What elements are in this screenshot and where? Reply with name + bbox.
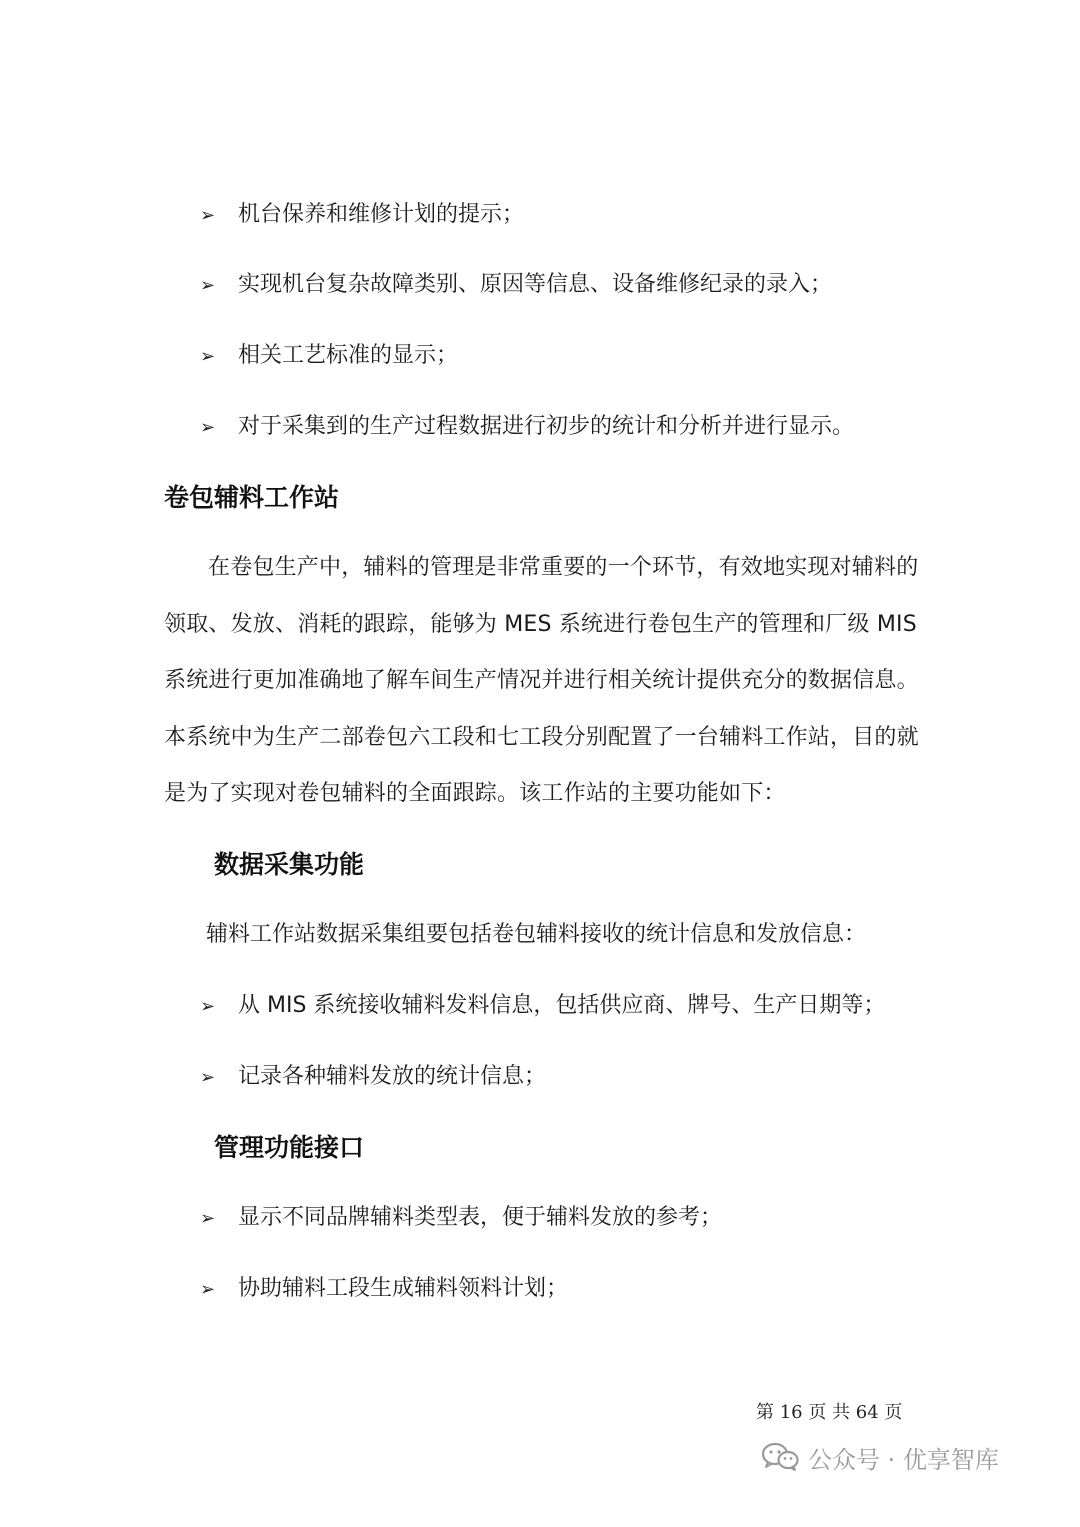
list-item — [200, 341, 458, 372]
arrow-bullet-icon: ➢ — [200, 1279, 216, 1300]
wechat-icon — [760, 1441, 800, 1473]
arrow-bullet-icon: ➢ — [200, 346, 216, 367]
list-item-text: 协助辅料工段生成辅料领料计划； — [238, 1276, 569, 1301]
list-item — [200, 200, 524, 231]
section-title: 卷包辅料工作站 — [164, 483, 340, 512]
subsection-title-data-collection: 数据采集功能 — [214, 850, 365, 879]
list-item — [200, 1274, 568, 1305]
list-item — [200, 1203, 722, 1234]
paragraph-text: 在卷包生产中，辅料的管理是非常重要的一个环节，有效地实现对辅料的领取、发放、消耗的跟踪，能够为 MES 系统进行卷包生产的管理和厂级 MIS 系统进行更加准确地了解车间生产情况并进行相关统计提供充分的数据信息。本系统中为生产二部卷包六工段和七工段分别配置了一台辅料工作站，目的就是为了实现对卷包辅料的全面跟踪。该工作站的主要功能如下： — [164, 555, 919, 806]
subsection-title-management: 管理功能接口 — [214, 1133, 365, 1162]
data-collection-intro: 辅料工作站数据采集组要包括卷包辅料接收的统计信息和发放信息： — [206, 922, 867, 947]
list-item-text: 机台保养和维修计划的提示； — [238, 202, 525, 227]
arrow-bullet-icon: ➢ — [200, 996, 216, 1017]
list-item — [200, 991, 885, 1022]
arrow-bullet-icon: ➢ — [200, 275, 216, 296]
arrow-bullet-icon: ➢ — [200, 1208, 216, 1229]
arrow-bullet-icon: ➢ — [200, 205, 216, 226]
list-item — [200, 412, 854, 443]
list-item-text: 相关工艺标准的显示； — [238, 343, 459, 368]
watermark — [760, 1437, 999, 1477]
list-item-text: 记录各种辅料发放的统计信息； — [238, 1064, 547, 1089]
arrow-bullet-icon: ➢ — [200, 417, 216, 438]
list-item-text: 对于采集到的生产过程数据进行初步的统计和分析并进行显示。 — [238, 414, 855, 439]
page-number: 第 16 页 共 64 页 — [756, 1402, 903, 1423]
list-item — [200, 1062, 546, 1093]
list-item — [200, 270, 832, 301]
list-item-text: 显示不同品牌辅料类型表，便于辅料发放的参考； — [238, 1205, 723, 1230]
arrow-bullet-icon: ➢ — [200, 1067, 216, 1088]
section-paragraph — [164, 540, 924, 823]
list-item-text: 实现机台复杂故障类别、原因等信息、设备维修纪录的录入； — [238, 272, 833, 297]
watermark-text: 公众号 · 优享智库 — [808, 1445, 999, 1474]
list-item-text: 从 MIS 系统接收辅料发料信息，包括供应商、牌号、生产日期等； — [238, 993, 886, 1018]
